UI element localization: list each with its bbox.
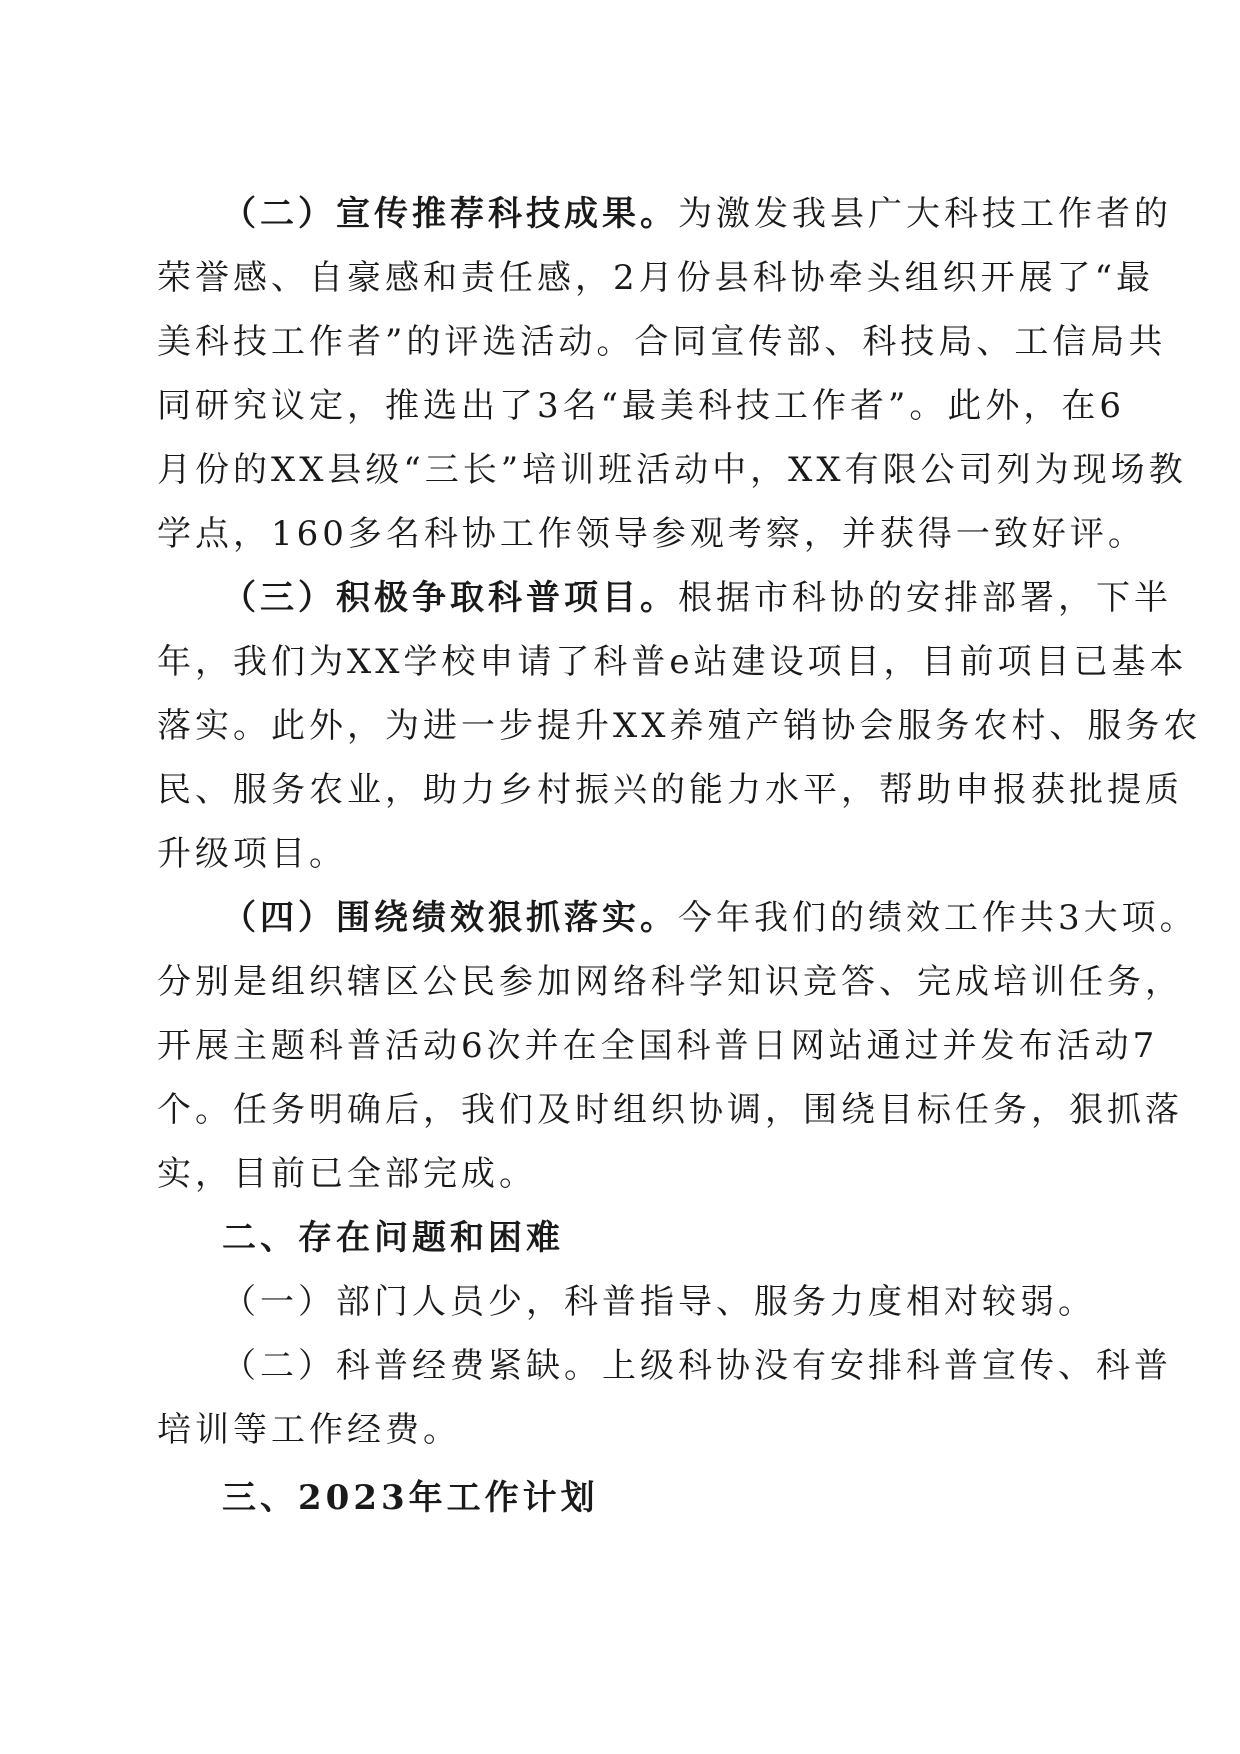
section-2-heading: 二、存在问题和困难	[222, 1218, 564, 1258]
paragraph-2-line-5: 月份的XX县级“三长”培训班活动中，XX有限公司列为现场教	[157, 450, 1187, 490]
paragraph-2-line-6: 学点，160多名科协工作领导参观考察，并获得一致好评。	[157, 514, 1146, 554]
paragraph-2-line-2: 荣誉感、自豪感和责任感，2月份县科协牵头组织开展了“最	[157, 258, 1155, 298]
paragraph-3-line-2: 年，我们为XX学校申请了科普e站建设项目，目前项目已基本	[157, 642, 1188, 682]
paragraph-4-text: 今年我们的绩效工作共3大项。	[678, 898, 1198, 938]
paragraph-2-line-3: 美科技工作者”的评选活动。合同宣传部、科技局、工信局共	[157, 322, 1167, 362]
paragraph-4-heading: （四）围绕绩效狠抓落实。	[222, 898, 678, 938]
paragraph-2-line-4: 同研究议定，推选出了3名“最美科技工作者”。此外，在6	[157, 386, 1126, 426]
paragraph-4-line-4: 个。任务明确后，我们及时组织协调，围绕目标任务，狠抓落	[157, 1090, 1183, 1130]
paragraph-3-heading: （三）积极争取科普项目。	[222, 578, 678, 618]
paragraph-2-text: 为激发我县广大科技工作者的	[678, 194, 1172, 234]
paragraph-4-line-5: 实，目前已全部完成。	[157, 1154, 537, 1194]
paragraph-2-heading: （二）宣传推荐科技成果。	[222, 194, 678, 234]
paragraph-3-line-1	[222, 578, 1172, 618]
section-2-item-2-line-2: 培训等工作经费。	[157, 1410, 461, 1450]
paragraph-3-text: 根据市科协的安排部署，下半	[678, 578, 1172, 618]
paragraph-4-line-3: 开展主题科普活动6次并在全国科普日网站通过并发布活动7	[157, 1026, 1159, 1066]
section-3-heading: 三、2023年工作计划	[222, 1478, 599, 1518]
paragraph-4-line-2: 分别是组织辖区公民参加网络科学知识竞答、完成培训任务，	[157, 962, 1183, 1002]
paragraph-3-line-4: 民、服务农业，助力乡村振兴的能力水平，帮助申报获批提质	[157, 770, 1183, 810]
paragraph-3-line-5: 升级项目。	[157, 834, 347, 874]
section-2-item-1: （一）部门人员少，科普指导、服务力度相对较弱。	[222, 1282, 1096, 1322]
paragraph-4-line-1	[222, 898, 1198, 938]
paragraph-3-line-3: 落实。此外，为进一步提升XX养殖产销协会服务农村、服务农	[157, 706, 1202, 746]
section-2-item-2-line-1: （二）科普经费紧缺。上级科协没有安排科普宣传、科普	[222, 1346, 1172, 1386]
paragraph-2-line-1	[222, 194, 1172, 234]
